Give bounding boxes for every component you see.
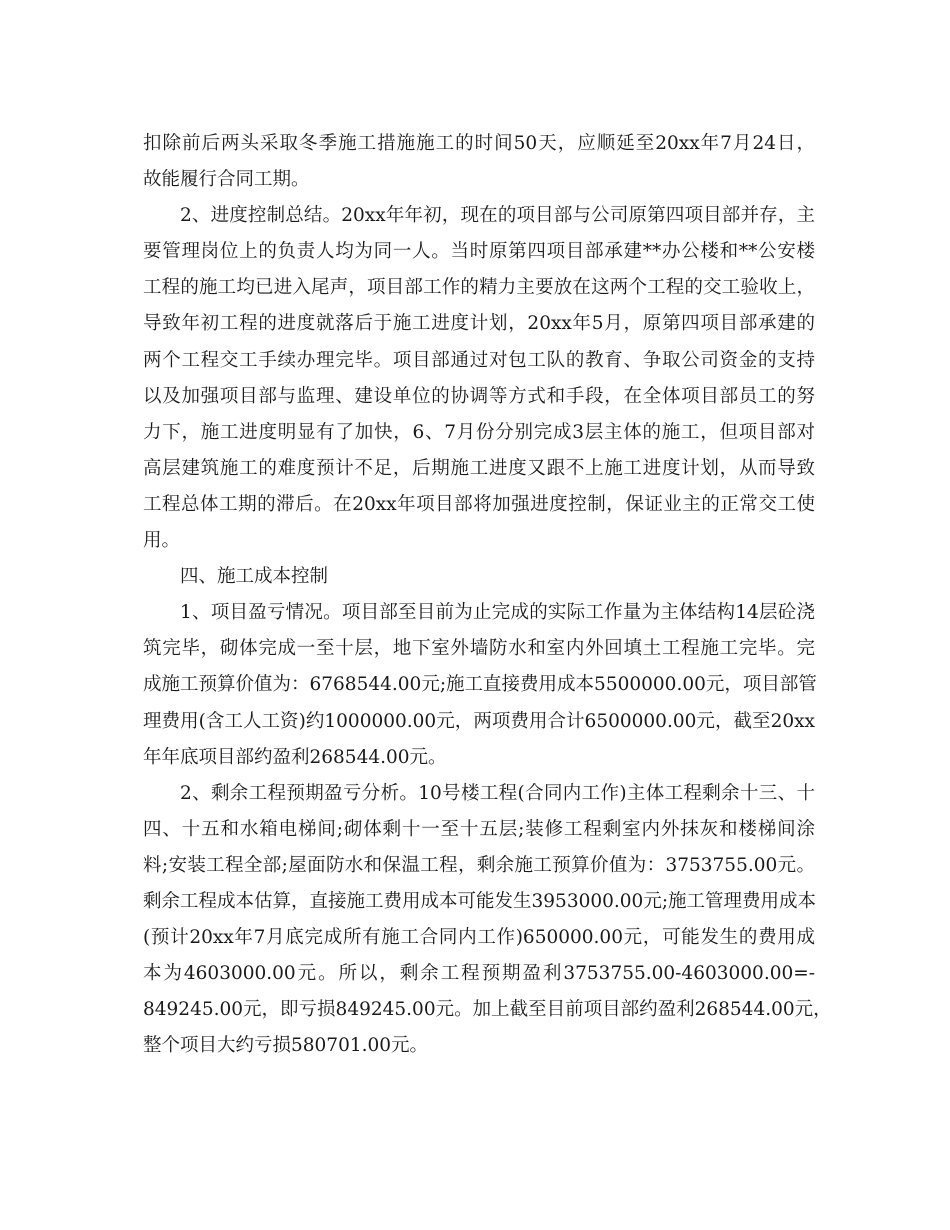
text-line: 筑完毕，砌体完成一至十层，地下室外墙防水和室内外回填土工程施工完毕。完: [143, 638, 815, 660]
text-line: 2、进度控制总结。20xx年年初，现在的项目部与公司原第四项目部并存，主: [180, 205, 815, 227]
text-line: 工程总体工期的滞后。在20xx年项目部将加强进度控制，保证业主的正常交工使: [143, 493, 815, 515]
text-line: 导致年初工程的进度就落后于施工进度计划，20xx年5月，原第四项目部承建的: [143, 313, 815, 335]
text-line: 849245.00元，即亏损849245.00元。加上截至目前项目部约盈利268544.00元，: [143, 999, 832, 1021]
text-line: 1、项目盈亏情况。项目部至目前为止完成的实际工作量为主体结构14层砼浇: [180, 602, 815, 624]
text-line: 两个工程交工手续办理完毕。项目部通过对包工队的教育、争取公司资金的支持: [143, 349, 815, 371]
text-line: 年年底项目部约盈利268544.00元。: [143, 746, 447, 768]
text-line: 四、施工成本控制: [180, 566, 329, 588]
text-line: 工程的施工均已进入尾声，项目部工作的精力主要放在这两个工程的交工验收上，: [143, 277, 815, 299]
text-line: 料;安装工程全部;屋面防水和保温工程，剩余施工预算价值为：3753755.00元。: [143, 854, 815, 876]
text-line: 高层建筑施工的难度预计不足，后期施工进度又跟不上施工进度计划，从而导致: [143, 457, 815, 479]
text-line: 成施工预算价值为：6768544.00元;施工直接费用成本5500000.00元，项目部管: [143, 674, 817, 696]
text-line: 本为4603000.00元。所以，剩余工程预期盈利3753755.00-4603000.00=-: [143, 963, 815, 985]
text-line: 整个项目大约亏损580701.00元。: [143, 1035, 429, 1057]
text-line: (预计20xx年7月底完成所有施工合同内工作)650000.00元，可能发生的费用成: [143, 927, 815, 949]
text-line: 用。: [143, 530, 181, 552]
document-body: [143, 126, 832, 1064]
text-line: 故能履行合同工期。: [143, 169, 310, 191]
text-line: 力下，施工进度明显有了加快，6、7月份分别完成3层主体的施工，但项目部对: [143, 421, 815, 443]
text-line: 要管理岗位上的负责人均为同一人。当时原第四项目部承建**办公楼和**公安楼: [143, 241, 815, 263]
text-line: 2、剩余工程预期盈亏分析。10号楼工程(合同内工作)主体工程剩余十三、十: [180, 782, 815, 804]
text-line: 以及加强项目部与监理、建设单位的协调等方式和手段，在全体项目部员工的努: [143, 385, 815, 407]
text-line: 扣除前后两头采取冬季施工措施施工的时间50天，应顺延至20xx年7月24日，: [143, 133, 815, 154]
text-line: 剩余工程成本估算，直接施工费用成本可能发生3953000.00元;施工管理费用成本: [143, 890, 817, 912]
text-line: 四、十五和水箱电梯间;砌体剩十一至十五层;装修工程剩室内外抹灰和楼梯间涂: [143, 818, 815, 840]
text-line: 理费用(含工人工资)约1000000.00元，两项费用合计6500000.00元，截至20xx: [143, 710, 815, 732]
